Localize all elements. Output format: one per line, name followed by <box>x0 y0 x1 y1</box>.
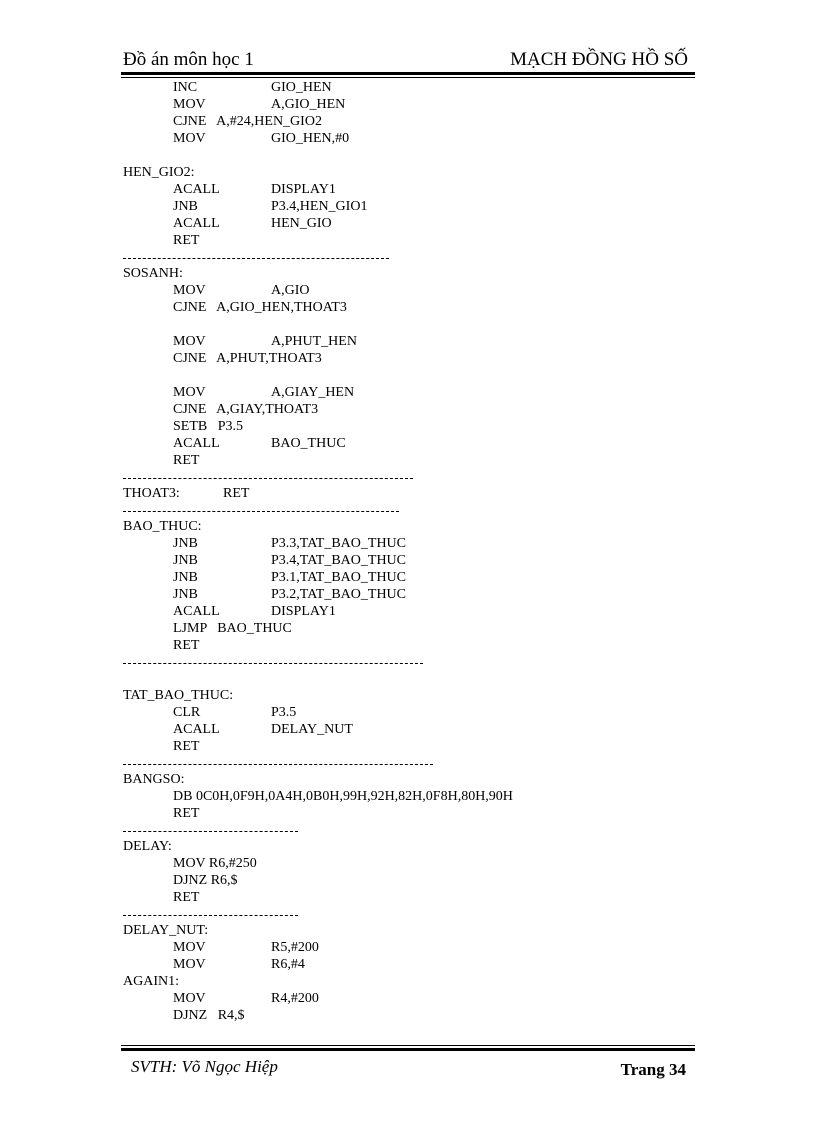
code-arg: A,GIAY_HEN <box>271 385 355 400</box>
code-op: RET <box>173 739 200 754</box>
code-op: JNB <box>173 587 198 602</box>
code-op: ACALL <box>173 436 220 451</box>
code-op: ACALL <box>173 216 220 231</box>
code-line: CJNE A,GIO_HEN,THOAT3 <box>173 300 347 315</box>
code-op: MOV <box>173 385 206 400</box>
code-arg: HEN_GIO <box>271 216 332 231</box>
separator-line <box>123 915 298 916</box>
code-op: RET <box>173 233 200 248</box>
code-op: MOV <box>173 957 206 972</box>
code-op: RET <box>173 806 200 821</box>
code-arg: A,GIO <box>271 283 310 298</box>
code-op: ACALL <box>173 722 220 737</box>
code-arg: GIO_HEN <box>271 80 332 95</box>
separator-line <box>123 478 413 479</box>
separator-line <box>123 511 399 512</box>
code-label: THOAT3: <box>123 486 180 501</box>
code-arg: P3.4,HEN_GIO1 <box>271 199 368 214</box>
code-op: ACALL <box>173 182 220 197</box>
code-label: TAT_BAO_THUC: <box>123 688 234 703</box>
code-arg: P3.3,TAT_BAO_THUC <box>271 536 406 551</box>
code-arg: R4,#200 <box>271 991 319 1006</box>
code-label: HEN_GIO2: <box>123 165 195 180</box>
code-arg: DISPLAY1 <box>271 182 336 197</box>
code-line: DJNZ R4,$ <box>173 1008 245 1023</box>
code-arg: P3.5 <box>271 705 297 720</box>
footer-rule-thick <box>121 1048 695 1051</box>
code-op: MOV <box>173 334 206 349</box>
separator-line <box>123 764 433 765</box>
code-label: BAO_THUC: <box>123 519 202 534</box>
code-arg: DISPLAY1 <box>271 604 336 619</box>
code-label: SOSANH: <box>123 266 183 281</box>
code-line: CJNE A,#24,HEN_GIO2 <box>173 114 322 129</box>
code-line: LJMP BAO_THUC <box>173 621 292 636</box>
separator-line <box>123 831 298 832</box>
header-title: Đồ án môn học 1 <box>123 49 254 70</box>
code-label: AGAIN1: <box>123 974 179 989</box>
code-line: DJNZ R6,$ <box>173 873 238 888</box>
code-line: SETB P3.5 <box>173 419 244 434</box>
code-arg: BAO_THUC <box>271 436 346 451</box>
code-label: BANGSO: <box>123 772 185 787</box>
code-line: CJNE A,GIAY,THOAT3 <box>173 402 319 417</box>
code-op: RET <box>173 453 200 468</box>
code-arg: R6,#4 <box>271 957 305 972</box>
code-op: INC <box>173 80 198 95</box>
code-label: DELAY: <box>123 839 172 854</box>
footer-rule-thin <box>121 1045 695 1046</box>
code-arg: GIO_HEN,#0 <box>271 131 350 146</box>
header-subject: MẠCH ĐỒNG HỒ SỐ <box>510 49 688 70</box>
separator-line <box>123 258 389 259</box>
code-op: RET <box>173 638 200 653</box>
code-arg: A,PHUT_HEN <box>271 334 357 349</box>
code-op: MOV <box>173 283 206 298</box>
code-label: DELAY_NUT: <box>123 923 209 938</box>
code-op: CLR <box>173 705 201 720</box>
footer-author: SVTH: Võ Ngọc Hiệp <box>131 1057 278 1076</box>
code-op: MOV <box>173 940 206 955</box>
code-op: MOV <box>173 991 206 1006</box>
separator-line <box>123 663 423 664</box>
code-op: MOV <box>173 131 206 146</box>
code-arg: P3.2,TAT_BAO_THUC <box>271 587 406 602</box>
page-number: Trang 34 <box>620 1060 686 1079</box>
code-arg: P3.1,TAT_BAO_THUC <box>271 570 406 585</box>
code-line: DB 0C0H,0F9H,0A4H,0B0H,99H,92H,82H,0F8H,80H,90H <box>173 789 513 804</box>
code-op: JNB <box>173 199 198 214</box>
code-op: RET <box>173 890 200 905</box>
code-op: RET <box>223 486 250 501</box>
code-op: JNB <box>173 536 198 551</box>
code-op: JNB <box>173 570 198 585</box>
code-op: ACALL <box>173 604 220 619</box>
code-arg: A,GIO_HEN <box>271 97 346 112</box>
code-arg: DELAY_NUT <box>271 722 353 737</box>
code-op: MOV <box>173 97 206 112</box>
code-arg: R5,#200 <box>271 940 319 955</box>
code-line: CJNE A,PHUT,THOAT3 <box>173 351 322 366</box>
code-op: JNB <box>173 553 198 568</box>
code-line: MOV R6,#250 <box>173 856 257 871</box>
code-arg: P3.4,TAT_BAO_THUC <box>271 553 406 568</box>
